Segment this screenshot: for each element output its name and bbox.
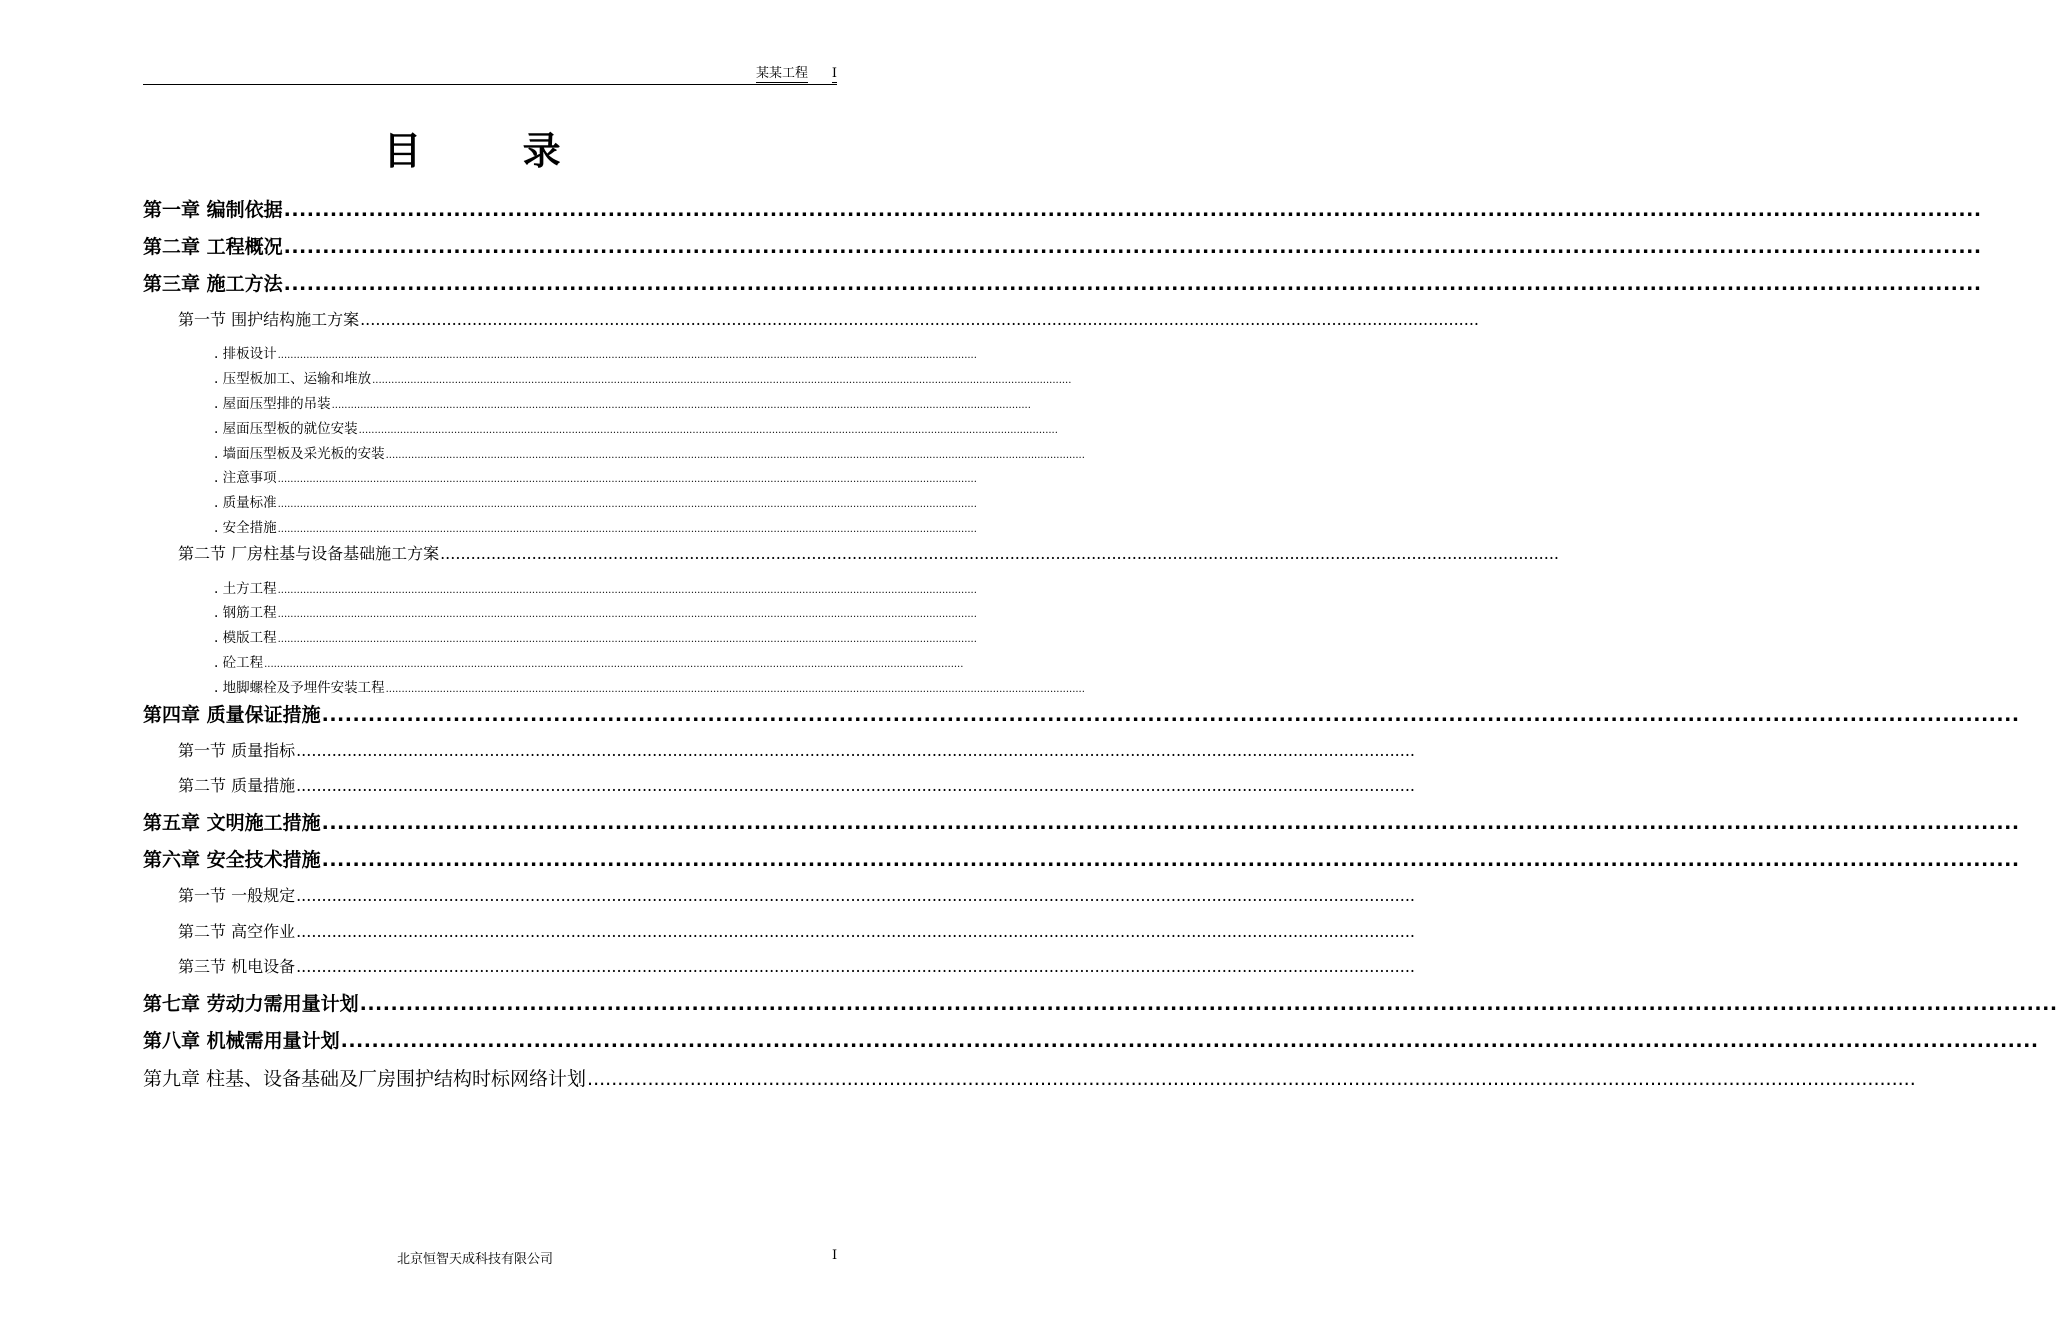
toc-entry-text: . 土方工程 (214, 581, 277, 597)
toc-entry-text: 第二节 高空作业 (178, 922, 296, 941)
toc-entry-text: . 屋面压型排的吊装 (214, 396, 331, 412)
toc-entry-text: 第二节 厂房柱基与设备基础施工方案 (178, 544, 440, 563)
toc-leader-dots: ............................................................................................................................................................................................................................ (296, 922, 1415, 941)
toc-subsection[interactable] (214, 395, 1031, 413)
toc-entry-text: 第九章 柱基、设备基础及厂房围护结构时标网络计划 (143, 1068, 587, 1090)
toc-entry-text: 第一节 一般规定 (178, 886, 296, 905)
toc-entry-text: . 模版工程 (214, 630, 277, 646)
toc-leader-dots: ............................................................................................................................................................................................................................ (440, 544, 1559, 563)
toc-section[interactable] (178, 956, 1415, 978)
toc-leader-dots: ............................................................................................................................................................................................................................ (372, 375, 1072, 386)
toc-leader-dots: ............................................................................................................................................................................................................................ (385, 450, 1085, 461)
toc-leader-dots: ............................................................................................................................................................................................................................ (283, 236, 1982, 258)
toc-entry-text: . 质量标准 (214, 495, 277, 511)
toc-entry-text: . 安全措施 (214, 520, 277, 536)
toc-chapter-3[interactable] (143, 271, 1982, 297)
page-header (143, 64, 837, 85)
toc-leader-dots: ............................................................................................................................................................................................................................ (340, 1030, 2039, 1052)
toc-subsection[interactable] (214, 580, 977, 598)
toc-section[interactable] (178, 543, 1559, 565)
toc-leader-dots: ............................................................................................................................................................................................................................ (296, 741, 1415, 760)
toc-entry-text: 第八章 机械需用量计划 (143, 1030, 340, 1052)
footer-company: 北京恒智天成科技有限公司 (396, 1252, 553, 1267)
toc-chapter-6[interactable] (143, 847, 2020, 873)
toc-subsection[interactable] (214, 445, 1085, 463)
toc-leader-dots: ............................................................................................................................................................................................................................ (296, 886, 1415, 905)
toc-entry-text: 第三章 施工方法 (143, 273, 283, 295)
toc-chapter-7[interactable] (143, 991, 2058, 1017)
toc-leader-dots: ............................................................................................................................................................................................................................ (283, 273, 1982, 295)
toc-section[interactable] (178, 885, 1415, 907)
toc-entry-text: . 屋面压型板的就位安装 (214, 421, 358, 437)
toc-subsection[interactable] (214, 629, 977, 647)
toc-section[interactable] (178, 740, 1415, 762)
toc-entry-text: . 压型板加工、运输和堆放 (214, 371, 372, 387)
toc-leader-dots: ............................................................................................................................................................................................................................ (331, 400, 1031, 411)
toc-leader-dots: ............................................................................................................................................................................................................................ (277, 350, 977, 361)
toc-chapter-5[interactable] (143, 810, 2020, 836)
toc-entry-text: 第四章 质量保证措施 (143, 704, 321, 726)
toc-leader-dots: ............................................................................................................................................................................................................................ (277, 524, 977, 535)
toc-leader-dots: ............................................................................................................................................................................................................................ (385, 684, 1085, 695)
toc-leader-dots: ............................................................................................................................................................................................................................ (358, 425, 1058, 436)
toc-leader-dots: ............................................................................................................................................................................................................................ (321, 704, 2020, 726)
toc-leader-dots: ............................................................................................................................................................................................................................ (277, 474, 977, 485)
toc-subsection[interactable] (214, 679, 1085, 697)
toc-chapter-8[interactable] (143, 1028, 2039, 1054)
footer-page-number: I (832, 1248, 838, 1263)
document-title: 目 录 (383, 129, 605, 173)
toc-entry-text: . 地脚螺栓及予埋件安装工程 (214, 680, 385, 696)
toc-subsection[interactable] (214, 345, 977, 363)
toc-chapter-1[interactable] (143, 197, 1982, 223)
toc-leader-dots: ............................................................................................................................................................................................................................ (283, 199, 1982, 221)
toc-subsection[interactable] (214, 420, 1058, 438)
toc-section[interactable] (178, 775, 1415, 797)
toc-entry-text: 第二节 质量措施 (178, 776, 296, 795)
toc-entry-text: 第一章 编制依据 (143, 199, 283, 221)
toc-leader-dots: ............................................................................................................................................................................................................................ (321, 849, 2020, 871)
toc-leader-dots: ............................................................................................................................................................................................................................ (277, 585, 977, 596)
toc-subsection[interactable] (214, 654, 964, 672)
toc-leader-dots: ............................................................................................................................................................................................................................ (264, 659, 964, 670)
toc-leader-dots: ............................................................................................................................................................................................................................ (359, 993, 2058, 1015)
toc-entry-text: 第二章 工程概况 (143, 236, 283, 258)
toc-section[interactable] (178, 309, 1479, 331)
toc-leader-dots: ............................................................................................................................................................................................................................ (277, 609, 977, 620)
toc-leader-dots: ............................................................................................................................................................................................................................ (277, 634, 977, 645)
toc-leader-dots: ............................................................................................................................................................................................................................ (296, 776, 1415, 795)
toc-subsection[interactable] (214, 469, 977, 487)
toc-entry-text: 第三节 机电设备 (178, 957, 296, 976)
toc-subsection[interactable] (214, 519, 977, 537)
toc-entry-text: 第一节 围护结构施工方案 (178, 310, 360, 329)
toc-entry-text: 第一节 质量指标 (178, 741, 296, 760)
toc-leader-dots: ............................................................................................................................................................................................................................ (296, 957, 1415, 976)
toc-leader-dots: ............................................................................................................................................................................................................................ (587, 1068, 1916, 1090)
toc-subsection[interactable] (214, 370, 1072, 388)
toc-subsection[interactable] (214, 494, 977, 512)
toc-entry-text: . 砼工程 (214, 655, 264, 671)
header-title: 某某工程 (755, 66, 808, 81)
toc-chapter-4[interactable] (143, 702, 2020, 728)
toc-entry-text: . 钢筋工程 (214, 605, 277, 621)
toc-chapter-9[interactable] (143, 1066, 1916, 1092)
toc-section[interactable] (178, 921, 1415, 943)
toc-leader-dots: ............................................................................................................................................................................................................................ (360, 310, 1479, 329)
toc-entry-text: 第六章 安全技术措施 (143, 849, 321, 871)
toc-subsection[interactable] (214, 604, 977, 622)
toc-entry-text: 第七章 劳动力需用量计划 (143, 993, 359, 1015)
toc-leader-dots: ............................................................................................................................................................................................................................ (277, 499, 977, 510)
toc-leader-dots: ............................................................................................................................................................................................................................ (321, 812, 2020, 834)
toc-entry-text: . 排板设计 (214, 346, 277, 362)
toc-entry-text: . 墙面压型板及采光板的安装 (214, 446, 385, 462)
toc-chapter-2[interactable] (143, 234, 1982, 260)
toc-entry-text: . 注意事项 (214, 470, 277, 486)
toc-entry-text: 第五章 文明施工措施 (143, 812, 321, 834)
header-page-number: I (831, 66, 837, 81)
